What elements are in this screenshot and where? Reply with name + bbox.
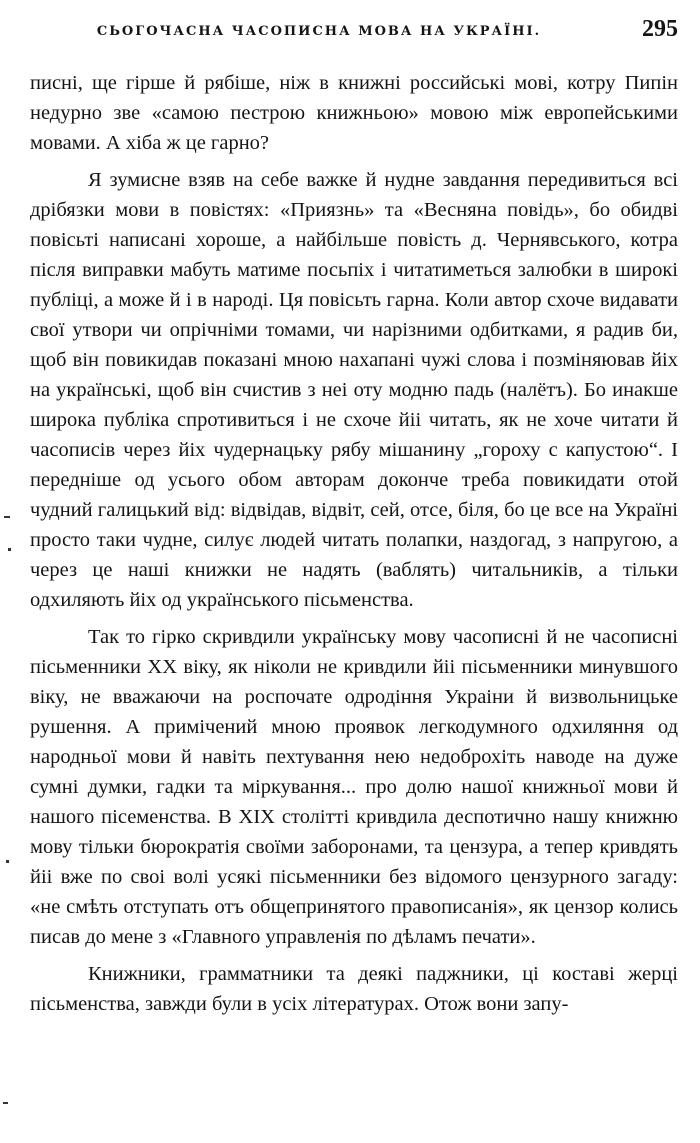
paragraph-4: Книжники, грамматники та деякі паджники, ці коставі жерці пісьменства, завжди були в усіх літературах. Отож вони запу- [30,963,678,1015]
margin-mark [4,516,10,518]
paragraph-1: писні, ще гірше й рябіше, ніж в книжні российські мові, котру Пипін недурно зве «самою пестрою книжньою» мовою між европейськими мовами. А хіба ж це гарно? [30,72,678,154]
page-number: 295 [642,16,678,42]
paragraph-3: Так то гірко скривдили українську мову часописні й не часописні пісьменники XX віку, як ніколи не кривдили йіі пісьменники минувшого віку, не вважаючи на роспочате одродіння Украіни й визвольницьке рушення. А примічений мною проявок легкодумного одхиляння од народньої мови й навіть пехтування нею недоброхіть наводе на дуже сумні думки, гадки та міркування... про долю нашої книжньої мови й нашого пісеменства. В XIX столітті кривдила деспотично нашу книжню мову тільки бюрократія своїми заборонами, та цензура, а тепер кривдять йіі вже по своі волі усякі пісьменники без відомого цензурного загаду: «не смѣть отступать отъ общепринятого правописанія», як цензор колись писав до мене з «Главного управленія по дѣламъ печати». [30,626,678,948]
margin-mark [3,1102,8,1104]
running-head: СЬОГОЧАСНА ЧАСОПИСНА МОВА НА УКРАЇНІ. [96,24,542,39]
body-text [30,68,678,1019]
page-header [30,10,678,50]
margin-mark [6,860,9,863]
paragraph-2: Я зумисне взяв на себе важке й нудне завдання передивиться всі дрібязки мови в повістях: «Приязнь» та «Весняна повідь», бо обидві повісьті написані хороше, а найбільше повість д. Чернявського, котра після виправки мабуть матиме посьпіх і читатиметься залюбки в широкі публіці, а може й і в народі. Ця повісьть гарна. Коли автор схоче видавати свої утвори чи опрічніми томами, чи нарізними одбитками, я радив би, щоб він повикидав показані мною нахапані чужі слова і позміняював йіх на українські, щоб він счистив з неі оту модню падь (налётъ). Бо инакше широка публіка спротивиться і не схоче йіі читать, як не хоче читати й часописів через йіх чудернацьку рябу мішанину „гороху с капустою“. І передніше од усього обом авторам доконче треба повикидати отой чудний галицький від: відвідав, відвіт, сей, отсе, біля, бо це все на Україні просто таки чудне, силує людей читать полапки, наздогад, з напругою, а через це наші книжки не надять (ваблять) читальників, а тільки одхиляють йіх од українського пісьменства. [30,169,678,611]
margin-mark [8,548,11,551]
